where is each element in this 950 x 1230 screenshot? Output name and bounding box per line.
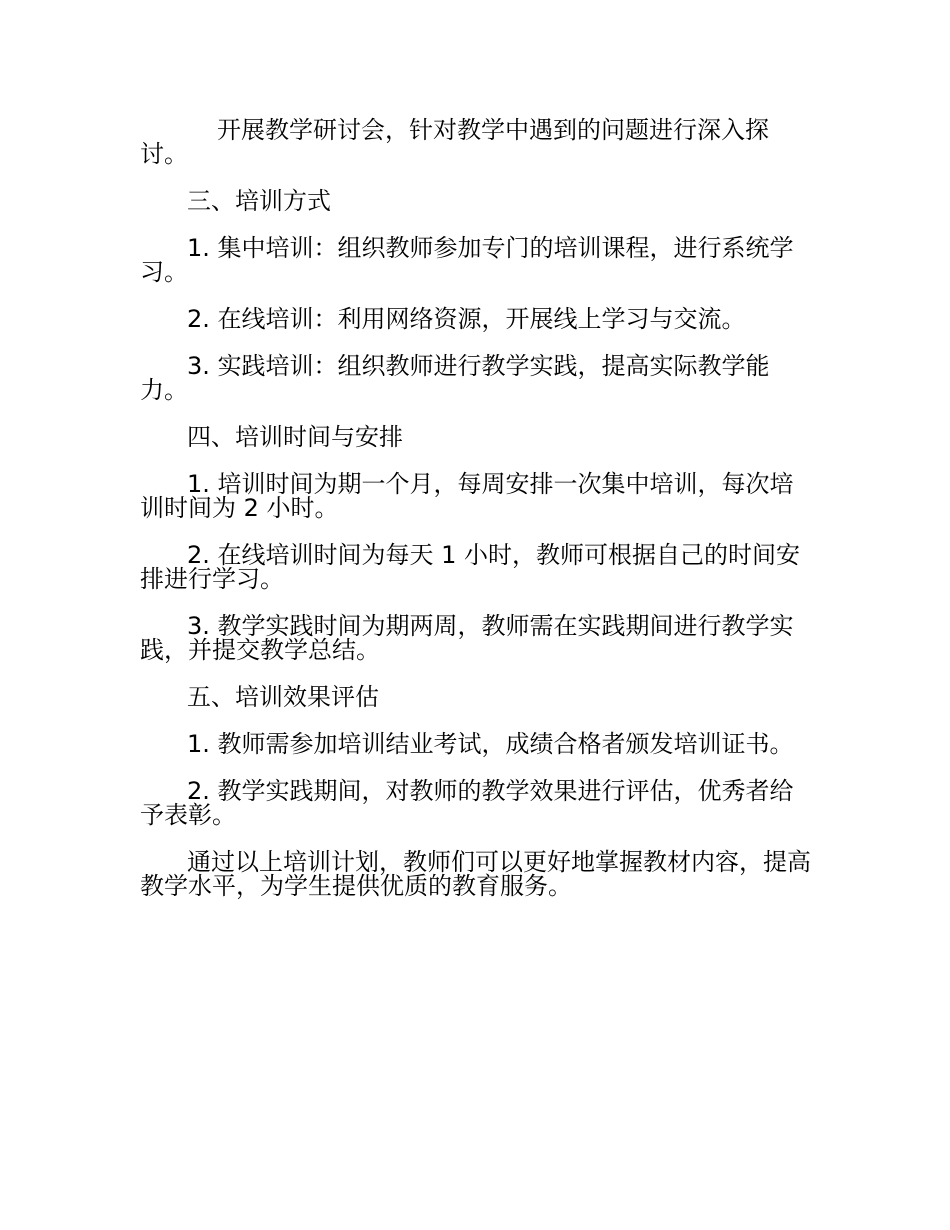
paragraph-evaluation-exam: 1. 教师需参加培训结业考试，成绩合格者颁发培训证书。 — [187, 730, 794, 758]
paragraph-centralized-training: 1. 集中培训：组织教师参加专门的培训课程，进行系统学习。 — [140, 234, 794, 286]
heading-training-methods: 三、培训方式 — [187, 187, 331, 215]
paragraph-online-training: 2. 在线培训：利用网络资源，开展线上学习与交流。 — [187, 305, 746, 333]
paragraph-evaluation-practice: 2. 教学实践期间，对教师的教学效果进行评估，优秀者给予表彰。 — [140, 777, 794, 829]
paragraph-schedule-practice: 3. 教学实践时间为期两周，教师需在实践期间进行教学实践，并提交教学总结。 — [140, 612, 794, 664]
paragraph-schedule-duration: 1. 培训时间为期一个月，每周安排一次集中培训，每次培训时间为 2 小时。 — [140, 470, 794, 522]
paragraph-seminar: 开展教学研讨会，针对教学中遇到的问题进行深入探讨。 — [140, 116, 769, 168]
heading-schedule: 四、培训时间与安排 — [187, 423, 403, 451]
document-body — [140, 105, 812, 908]
paragraph-practice-training: 3. 实践培训：组织教师进行教学实践，提高实际教学能力。 — [140, 352, 770, 404]
paragraph-schedule-online: 2. 在线培训时间为每天 1 小时，教师可根据自己的时间安排进行学习。 — [140, 541, 801, 593]
heading-evaluation: 五、培训效果评估 — [187, 683, 379, 711]
paragraph-conclusion: 通过以上培训计划，教师们可以更好地掌握教材内容，提高教学水平，为学生提供优质的教育服务。 — [140, 848, 811, 900]
